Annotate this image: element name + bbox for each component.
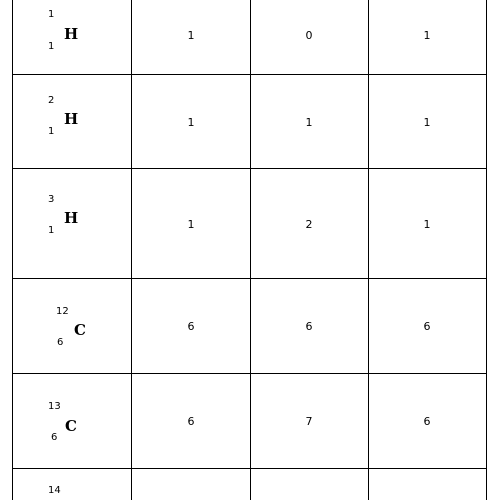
- mass-number: 14: [48, 485, 61, 496]
- neutrons-cell: 0: [305, 29, 313, 42]
- table-border-left: [12, 0, 13, 500]
- protons-cell: 6: [187, 415, 195, 428]
- atomic-number: 1: [48, 126, 55, 137]
- atomic-number: 6: [51, 432, 58, 443]
- electrons-cell: 6: [423, 415, 431, 428]
- electrons-cell: 6: [423, 320, 431, 333]
- element-symbol: C: [65, 417, 77, 435]
- electrons-cell: 1: [423, 116, 431, 129]
- mass-number: 2: [48, 95, 55, 106]
- row-divider: [12, 74, 487, 75]
- column-divider: [250, 0, 251, 500]
- atomic-number: 1: [48, 41, 55, 52]
- mass-number: 1: [48, 9, 55, 20]
- row-divider: [12, 168, 487, 169]
- row-divider: [12, 278, 487, 279]
- neutrons-cell: 7: [305, 415, 313, 428]
- mass-number: 3: [48, 194, 55, 205]
- neutrons-cell: 1: [305, 116, 313, 129]
- atomic-number: 1: [48, 225, 55, 236]
- neutrons-cell: 2: [305, 218, 313, 231]
- protons-cell: 1: [187, 116, 195, 129]
- column-divider: [368, 0, 369, 500]
- mass-number: 12: [56, 306, 69, 317]
- element-symbol: C: [74, 321, 86, 339]
- element-symbol: H: [64, 25, 79, 43]
- protons-cell: 1: [187, 29, 195, 42]
- column-divider: [131, 0, 132, 500]
- element-symbol: H: [64, 110, 79, 128]
- protons-cell: 1: [187, 218, 195, 231]
- electrons-cell: 1: [423, 29, 431, 42]
- row-divider: [12, 373, 487, 374]
- protons-cell: 6: [187, 320, 195, 333]
- row-divider: [12, 468, 487, 469]
- table-border-right: [486, 0, 487, 500]
- neutrons-cell: 6: [305, 320, 313, 333]
- atomic-number: 6: [57, 337, 64, 348]
- element-symbol: H: [64, 209, 79, 227]
- mass-number: 13: [48, 401, 61, 412]
- electrons-cell: 1: [423, 218, 431, 231]
